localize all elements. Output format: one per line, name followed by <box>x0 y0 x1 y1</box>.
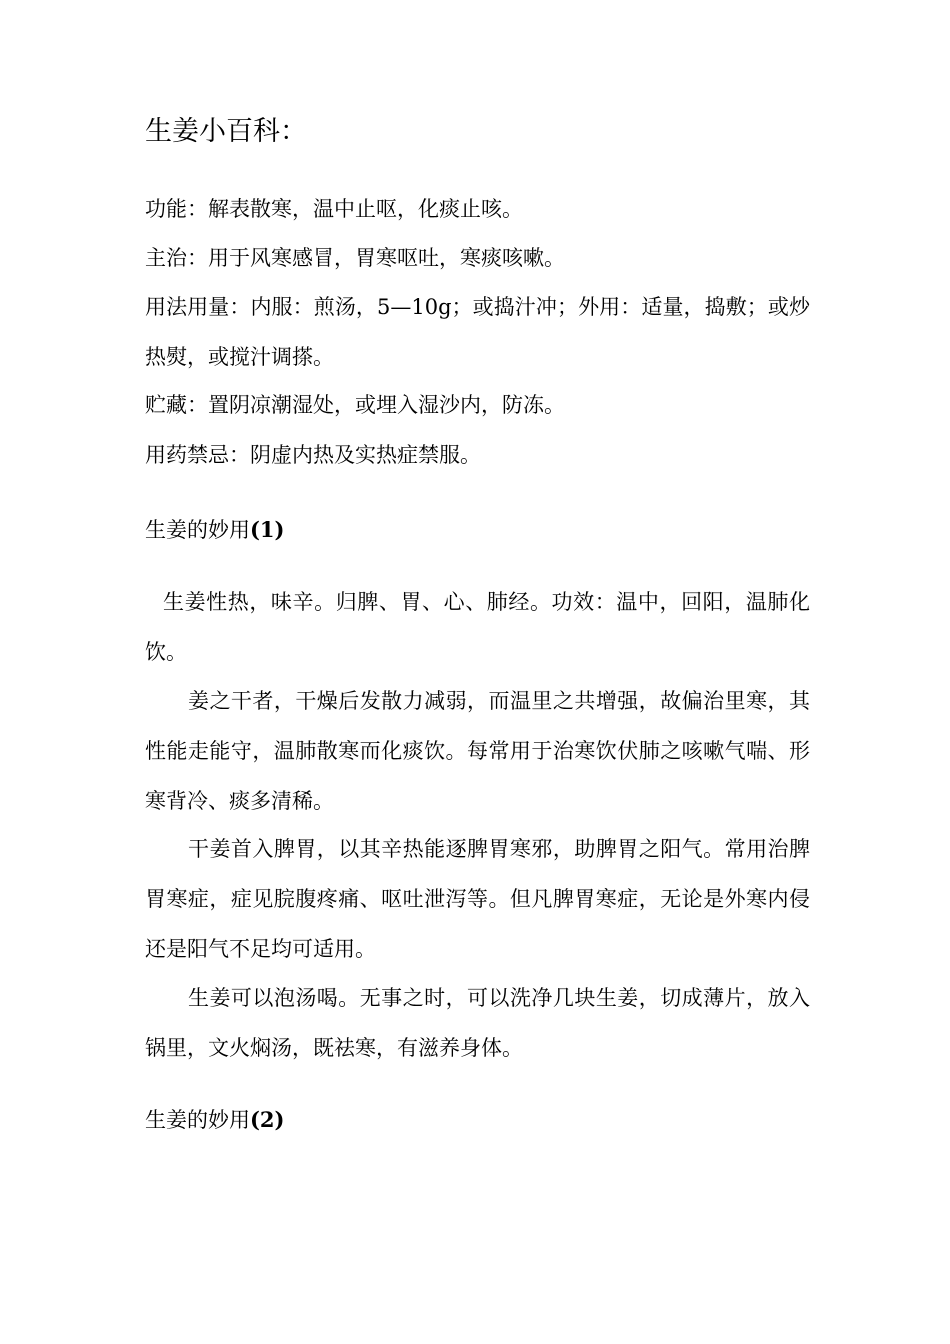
section-heading-1 <box>145 505 810 555</box>
section-heading-1-text: 生姜的妙用 <box>145 518 250 542</box>
section-heading-2 <box>145 1095 810 1145</box>
section-heading-2-number: (2) <box>250 1107 285 1132</box>
paragraph-2: 姜之干者，干燥后发散力减弱，而温里之共增强，故偏治里寒，其性能走能守，温肺散寒而化痰饮。每常用于治寒饮伏肺之咳嗽气喘、形寒背冷、痰多清稀。 <box>145 689 810 813</box>
info-usage: 用法用量：内服：煎汤，5—10g；或捣汁冲；外用：适量，捣敷；或炒热熨，或搅汁调搽。 <box>145 295 810 369</box>
page-title: 生姜小百科： <box>145 116 307 147</box>
info-contraindication: 用药禁忌：阴虚内热及实热症禁服。 <box>145 443 481 467</box>
info-indication: 主治：用于风寒感冒，胃寒呕吐，寒痰咳嗽。 <box>145 246 565 270</box>
info-storage: 贮藏：置阴凉潮湿处，或埋入湿沙内，防冻。 <box>145 393 565 417</box>
section-heading-2-text: 生姜的妙用 <box>145 1108 250 1132</box>
info-function: 功能：解表散寒，温中止呕，化痰止咳。 <box>145 197 523 221</box>
paragraph-1: 生姜性热，味辛。归脾、胃、心、肺经。功效：温中，回阳，温肺化饮。 <box>145 590 810 664</box>
paragraph-3: 干姜首入脾胃，以其辛热能逐脾胃寒邪，助脾胃之阳气。常用治脾胃寒症，症见脘腹疼痛、呕吐泄泻等。但凡脾胃寒症，无论是外寒内侵还是阳气不足均可适用。 <box>145 837 810 961</box>
paragraph-4: 生姜可以泡汤喝。无事之时，可以洗净几块生姜，切成薄片，放入锅里，文火焖汤，既祛寒，有滋养身体。 <box>145 986 810 1060</box>
section-heading-1-number: (1) <box>250 517 285 542</box>
